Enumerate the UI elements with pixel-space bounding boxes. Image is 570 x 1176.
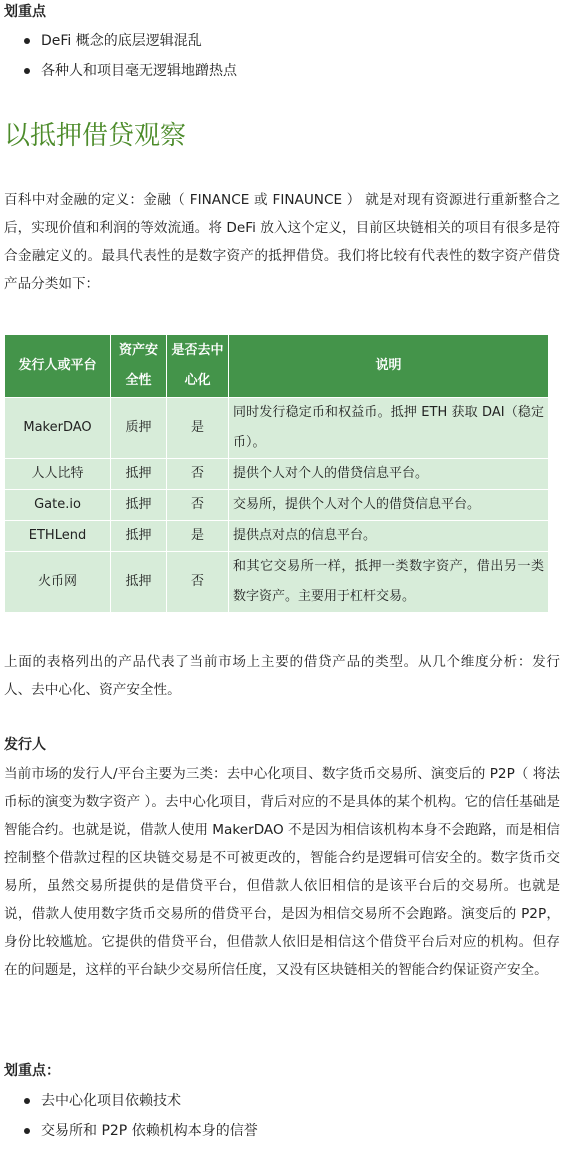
decentralized-cell: 是 (167, 521, 229, 552)
bullet-icon (24, 38, 30, 44)
platform-cell: 人人比特 (5, 459, 111, 490)
table-header-row (5, 335, 549, 398)
bullet-icon (24, 1098, 30, 1104)
table-row (5, 490, 549, 521)
table-row (5, 552, 549, 613)
key-points-label-bottom: 划重点： (4, 1063, 60, 1079)
key-points-list (0, 26, 237, 86)
description-cell: 同时发行稳定币和权益币。抵押 ETH 获取 DAI（稳定币）。 (229, 398, 549, 459)
list-item-text: DeFi 概念的底层逻辑混乱 (41, 33, 202, 49)
table-row (5, 521, 549, 552)
analysis-paragraph: 上面的表格列出的产品代表了当前市场上主要的借贷产品的类型。从几个维度分析：发行人、去中心化、资产安全性。 (4, 654, 560, 698)
table-row (5, 398, 549, 459)
list-item (0, 56, 237, 86)
description-cell: 和其它交易所一样，抵押一类数字资产，借出另一类数字资产。主要用于杠杆交易。 (229, 552, 549, 613)
list-item (0, 26, 237, 56)
platform-cell: Gate.io (5, 490, 111, 521)
security-cell: 质押 (111, 398, 167, 459)
list-item-text: 去中心化项目依赖技术 (41, 1093, 181, 1109)
list-item (0, 1116, 258, 1146)
lending-table-wrapper (4, 334, 548, 613)
security-cell: 抵押 (111, 459, 167, 490)
key-points-label: 划重点 (4, 4, 46, 20)
description-cell: 提供个人对个人的借贷信息平台。 (229, 459, 549, 490)
bullet-icon (24, 1128, 30, 1134)
list-item-text: 交易所和 P2P 依赖机构本身的信誉 (41, 1123, 258, 1139)
decentralized-cell: 否 (167, 459, 229, 490)
table-header-cell: 资产安全性 (111, 335, 167, 398)
bullet-icon (24, 68, 30, 74)
table-header-cell: 说明 (229, 335, 549, 398)
table-row (5, 459, 549, 490)
list-item-text: 各种人和项目毫无逻辑地蹭热点 (41, 63, 237, 79)
security-cell: 抵押 (111, 552, 167, 613)
platform-cell: MakerDAO (5, 398, 111, 459)
list-item (0, 1086, 258, 1116)
description-cell: 提供点对点的信息平台。 (229, 521, 549, 552)
security-cell: 抵押 (111, 521, 167, 552)
decentralized-cell: 否 (167, 552, 229, 613)
issuer-paragraph: 当前市场的发行人/平台主要为三类：去中心化项目、数字货币交易所、演变后的 P2P（ 将法币标的演变为数字资产 ）。去中心化项目，背后对应的不是具体的某个机构。它的信任基础是智能合约。也就是说，借款人使用 MakerDAO 不是因为相信该机构本身不会跑路，而是相信控制整个借款过程的区块链交易是不可被更改的，智能合约是逻辑可信安全的。数字货币交易所，虽然交易所提供的是借贷平台，但借款人依旧相信的是该平台后的交易所。也就是说，借款人使用数字货币交易所的借贷平台，是因为相信交易所不会跑路。演变后的 P2P，身份比较尴尬。它提供的借贷平台，但借款人依旧是相信这个借贷平台后对应的机构。但存在的问题是，这样的平台缺少交易所信任度，又没有区块链相关的智能合约保证资产安全。 (4, 766, 560, 978)
key-points-list-bottom (0, 1086, 258, 1146)
decentralized-cell: 否 (167, 490, 229, 521)
section-title: 以抵押借贷观察 (4, 121, 187, 151)
description-cell: 交易所，提供个人对个人的借贷信息平台。 (229, 490, 549, 521)
lending-table (4, 334, 549, 613)
decentralized-cell: 是 (167, 398, 229, 459)
issuer-heading: 发行人 (4, 737, 46, 753)
intro-paragraph: 百科中对金融的定义：金融（ FINANCE 或 FINAUNCE ） 就是对现有资源进行重新整合之后，实现价值和利润的等效流通。将 DeFi 放入这个定义，目前区块链相关的项目有很多是符合金融定义的。最具代表性的是数字资产的抵押借贷。我们将比较有代表性的数字资产借贷产品分类如下： (4, 192, 560, 292)
platform-cell: 火币网 (5, 552, 111, 613)
platform-cell: ETHLend (5, 521, 111, 552)
table-header-cell: 发行人或平台 (5, 335, 111, 398)
security-cell: 抵押 (111, 490, 167, 521)
table-header-cell: 是否去中心化 (167, 335, 229, 398)
